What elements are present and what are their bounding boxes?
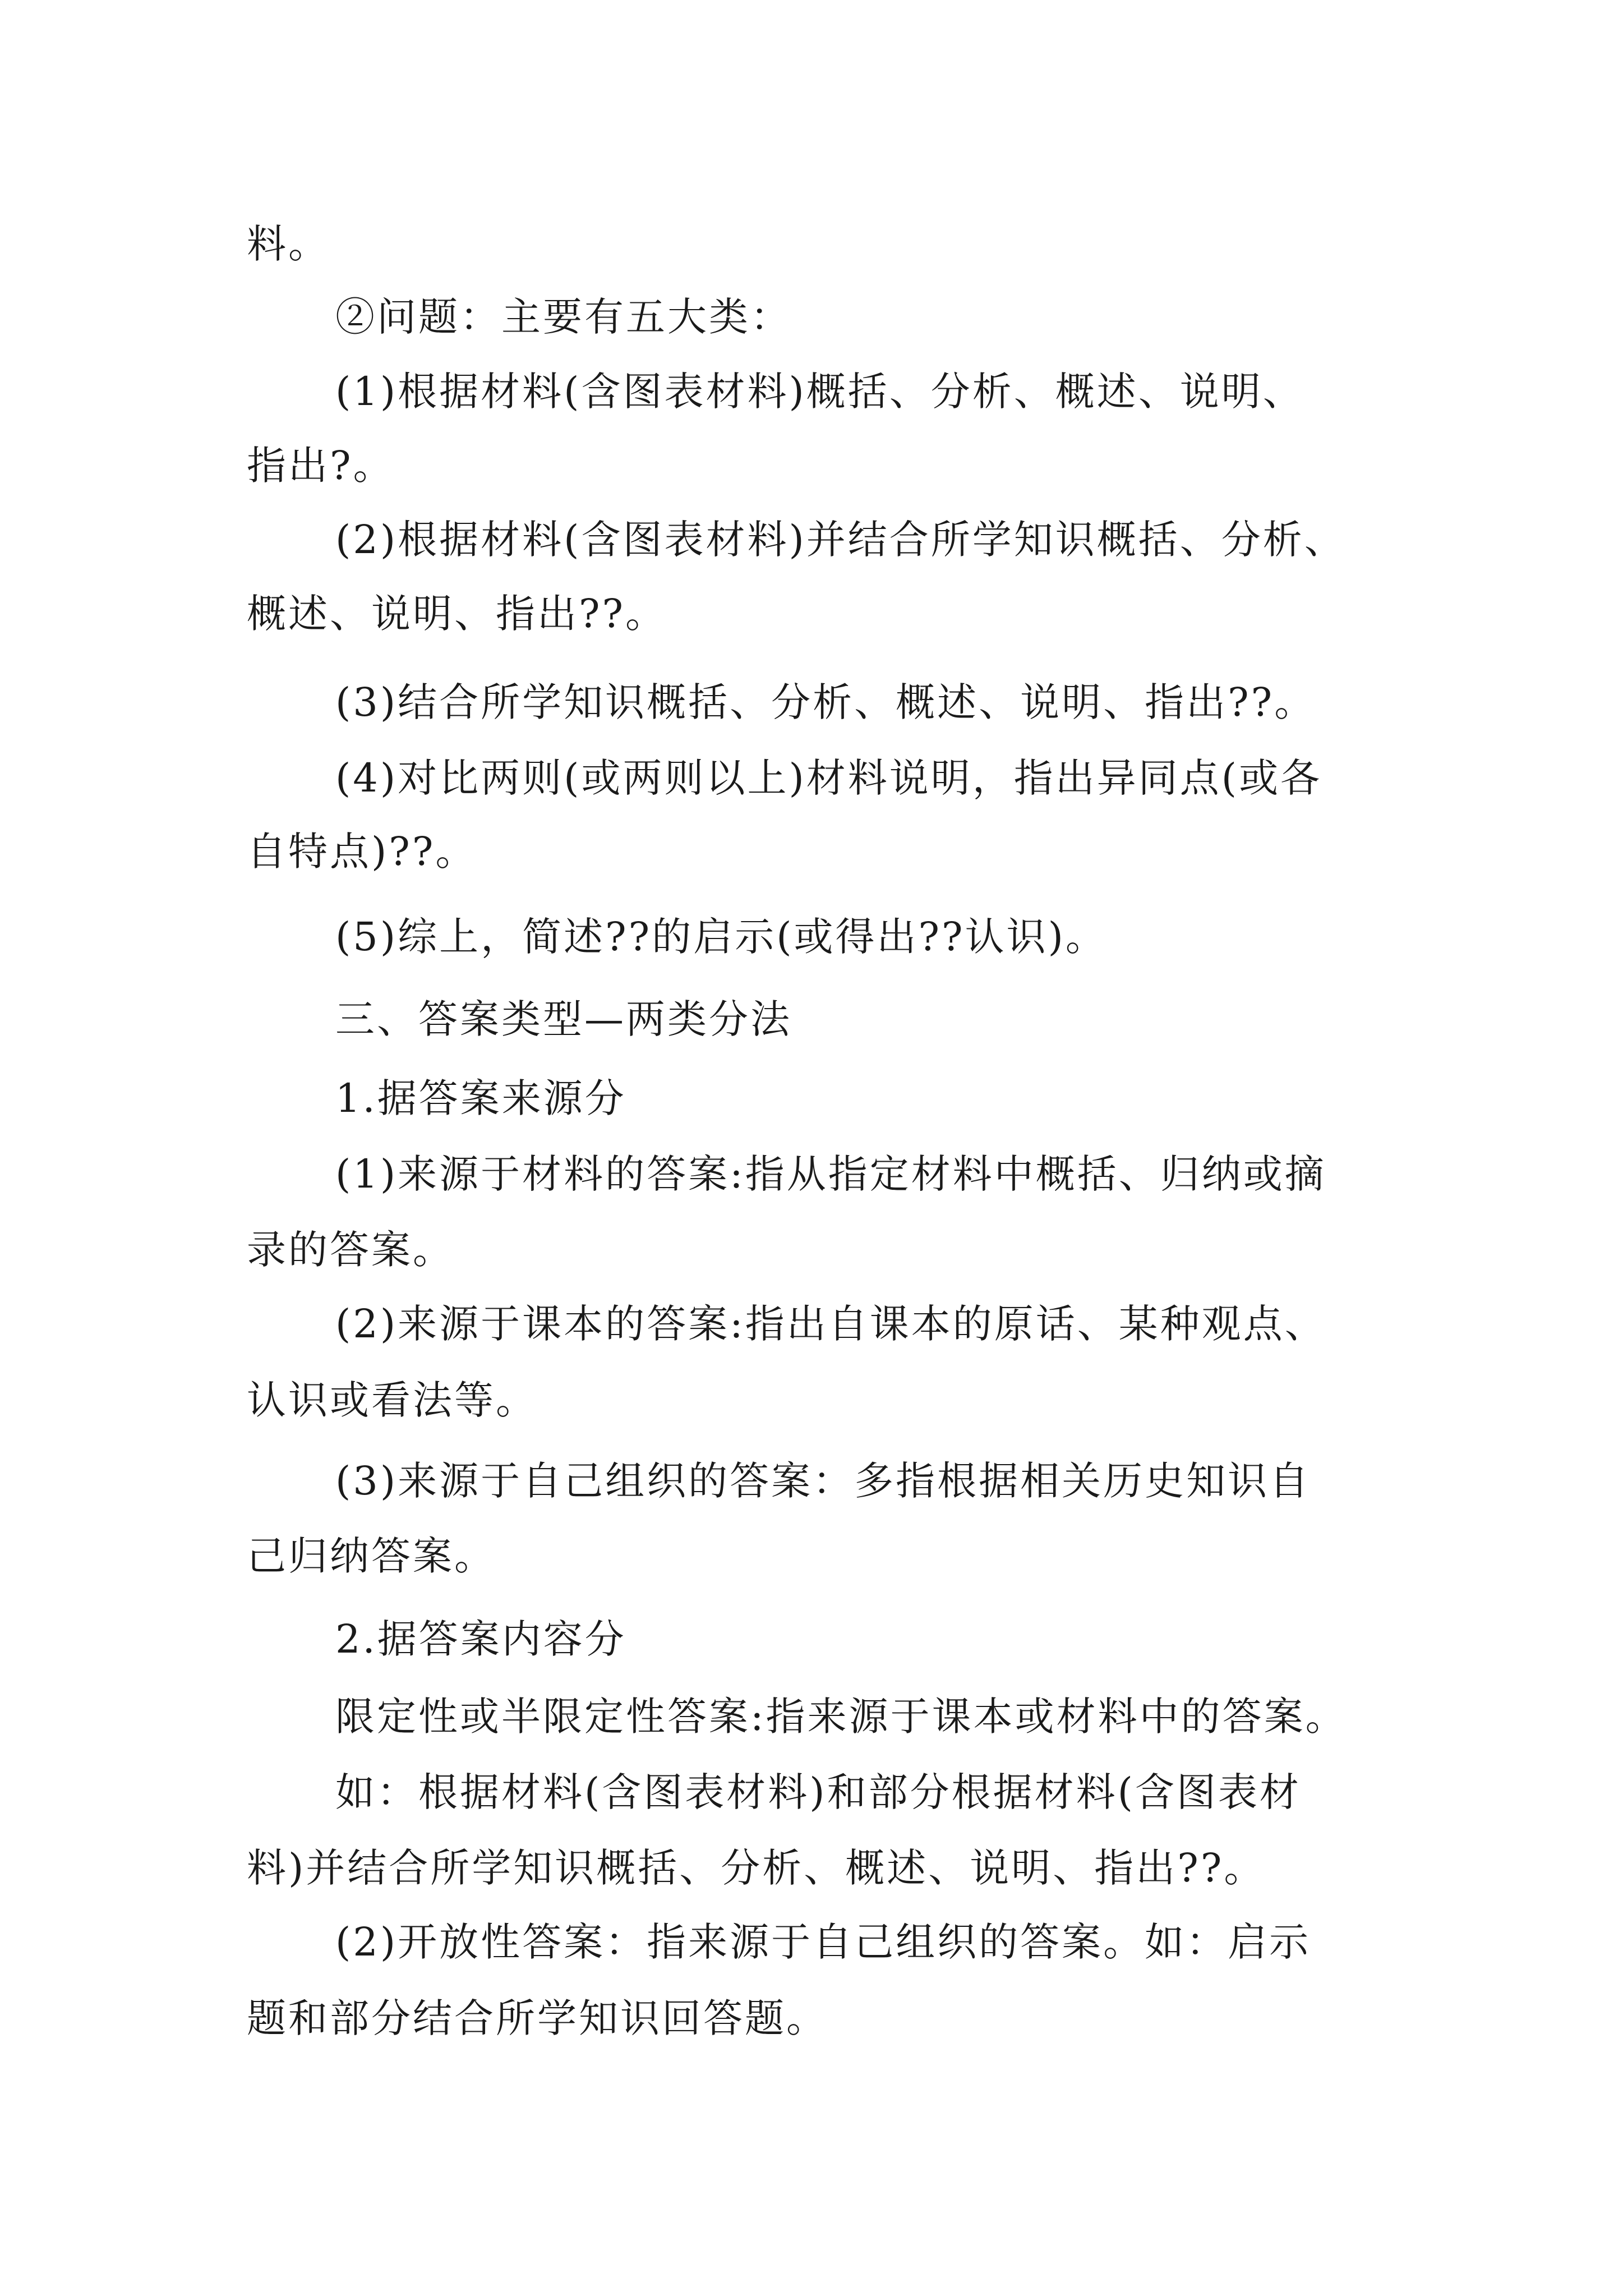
text-line: (3)结合所学知识概括、分析、概述、说明、指出??。: [335, 679, 1316, 725]
text-line: 料。: [247, 221, 330, 267]
text-line: (2)来源于课本的答案:指出自课本的原话、某种观点、: [335, 1301, 1326, 1347]
text-line: ②问题：主要有五大类：: [335, 294, 792, 340]
text-line: 录的答案。: [247, 1227, 454, 1273]
text-line: (3)来源于自己组织的答案：多指根据相关历史知识自: [335, 1458, 1311, 1504]
section-heading: 三、答案类型—两类分法: [335, 996, 792, 1042]
text-line: 如：根据材料(含图表材料)和部分根据材料(含图表材: [335, 1769, 1301, 1815]
text-line: 自特点)??。: [247, 829, 477, 875]
text-line: 指出?。: [247, 443, 395, 489]
text-line: 己归纳答案。: [247, 1533, 496, 1579]
subsection-heading: 2.据答案内容分: [335, 1616, 626, 1662]
text-line: 料)并结合所学知识概括、分析、概述、说明、指出??。: [247, 1845, 1266, 1891]
text-line: (4)对比两则(或两则以上)材料说明，指出异同点(或各: [335, 755, 1322, 801]
subsection-heading: 1.据答案来源分: [335, 1075, 626, 1121]
text-line: 概述、说明、指出??。: [247, 591, 667, 637]
text-line: (2)根据材料(含图表材料)并结合所学知识概括、分析、: [335, 517, 1346, 563]
text-line: (1)来源于材料的答案:指从指定材料中概括、归纳或摘: [335, 1151, 1326, 1197]
text-line: (1)根据材料(含图表材料)概括、分析、概述、说明、: [335, 369, 1304, 415]
text-line: 限定性或半限定性答案:指来源于课本或材料中的答案。: [335, 1694, 1347, 1740]
text-line: (2)开放性答案：指来源于自己组织的答案。如：启示: [335, 1919, 1311, 1965]
text-line: 认识或看法等。: [247, 1377, 537, 1423]
text-line: 题和部分结合所学知识回答题。: [247, 1995, 828, 2041]
text-line: (5)综上，简述??的启示(或得出??认识)。: [335, 914, 1107, 960]
